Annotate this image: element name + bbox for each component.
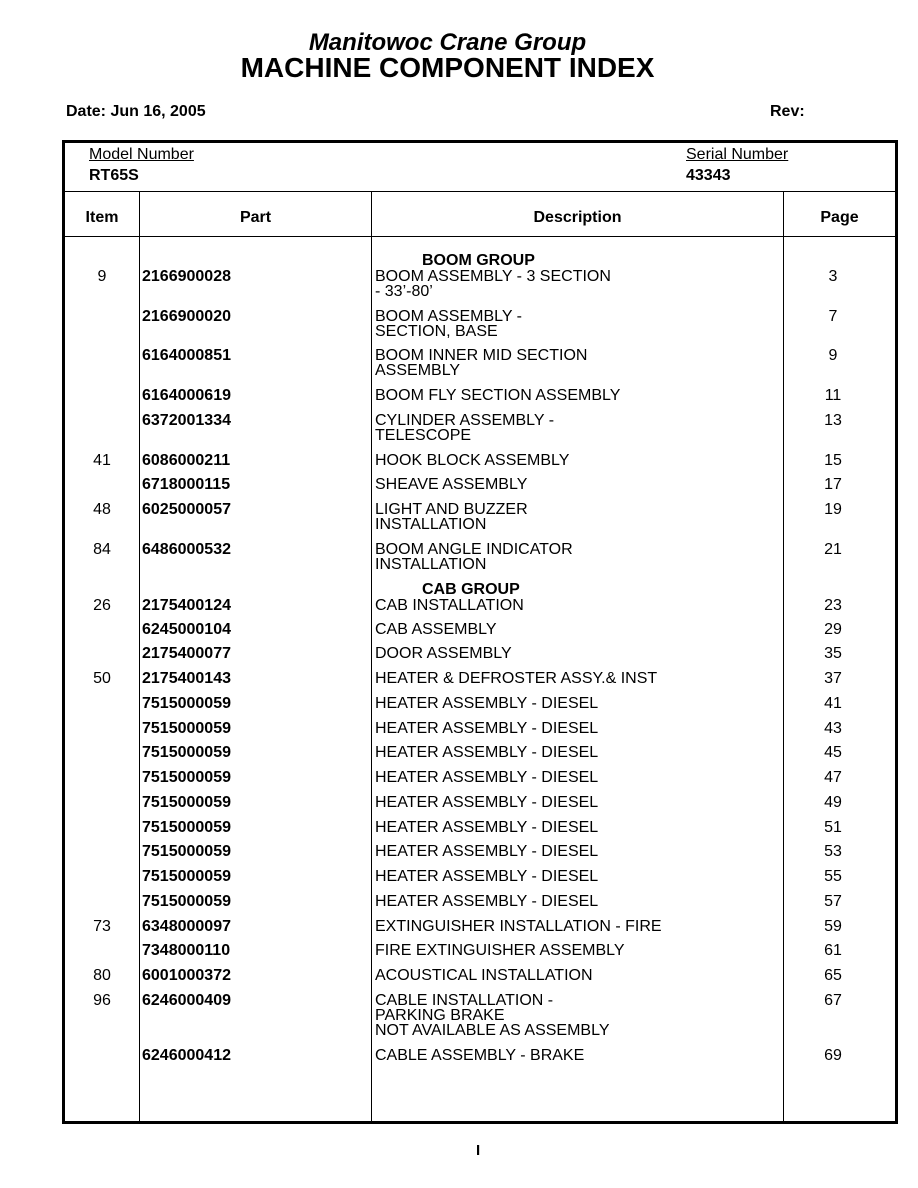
component-index-table: [62, 140, 898, 1124]
part-number: 7515000059: [142, 720, 231, 737]
page-reference: 47: [824, 769, 842, 786]
description-line: HEATER ASSEMBLY - DIESEL: [375, 819, 599, 836]
item-number: 50: [93, 670, 111, 687]
part-description: [375, 919, 775, 934]
description-line: HEATER ASSEMBLY - DIESEL: [375, 868, 599, 885]
part-description: [375, 894, 775, 909]
description-line: INSTALLATION: [375, 556, 487, 573]
page-reference: 41: [824, 695, 842, 712]
page-reference: 11: [824, 387, 842, 404]
serial-number-label: Serial Number: [686, 146, 789, 163]
page-reference: 23: [824, 597, 842, 614]
page-reference: 65: [824, 967, 842, 984]
description-line: HEATER ASSEMBLY - DIESEL: [375, 893, 599, 910]
description-line: SHEAVE ASSEMBLY: [375, 476, 528, 493]
description-line: NOT AVAILABLE AS ASSEMBLY: [375, 1022, 610, 1039]
description-line: DOOR ASSEMBLY: [375, 645, 512, 662]
part-number: 6025000057: [142, 501, 231, 518]
page-reference: 49: [824, 794, 842, 811]
page-reference: 51: [824, 819, 842, 836]
description-line: CAB INSTALLATION: [375, 597, 524, 614]
description-line: PARKING BRAKE: [375, 1007, 505, 1024]
part-number: 2175400143: [142, 670, 231, 687]
group-heading: CAB GROUP: [422, 581, 520, 598]
part-description: [375, 968, 775, 983]
page-reference: 53: [824, 843, 842, 860]
part-number: 6164000619: [142, 387, 231, 404]
part-description: [375, 413, 775, 443]
part-description: [375, 745, 775, 760]
description-line: CYLINDER ASSEMBLY -: [375, 412, 555, 429]
part-number: 6348000097: [142, 918, 231, 935]
description-line: BOOM ASSEMBLY -: [375, 308, 523, 325]
description-line: HEATER ASSEMBLY - DIESEL: [375, 744, 599, 761]
page-reference: 37: [824, 670, 842, 687]
item-number: 80: [93, 967, 111, 984]
part-description: [375, 388, 775, 403]
page-reference: 9: [828, 347, 838, 364]
group-heading: BOOM GROUP: [422, 252, 535, 269]
company-name: Manitowoc Crane Group: [308, 29, 587, 56]
description-line: BOOM INNER MID SECTION: [375, 347, 588, 364]
page-reference: 67: [824, 992, 842, 1009]
part-number: 7515000059: [142, 744, 231, 761]
column-divider-part: [371, 191, 372, 1121]
column-header-divider: [65, 236, 895, 237]
model-number-label: Model Number: [89, 146, 194, 163]
page-reference: 13: [824, 412, 842, 429]
item-number: 84: [93, 541, 111, 558]
part-description: [375, 309, 775, 339]
part-description: [375, 671, 775, 686]
description-line: HEATER ASSEMBLY - DIESEL: [375, 794, 599, 811]
part-description: [375, 348, 775, 378]
description-line: HEATER ASSEMBLY - DIESEL: [375, 695, 599, 712]
item-number: 96: [93, 992, 111, 1009]
description-line: TELESCOPE: [375, 427, 472, 444]
part-number: 7515000059: [142, 794, 231, 811]
part-number: 7515000059: [142, 819, 231, 836]
serial-number-value: 43343: [686, 167, 731, 184]
column-header-description: Description: [533, 209, 622, 226]
part-description: [375, 1048, 775, 1063]
part-description: [375, 269, 775, 299]
description-line: CAB ASSEMBLY: [375, 621, 497, 638]
page-reference: 69: [824, 1047, 842, 1064]
page-reference: 7: [828, 308, 838, 325]
part-number: 6718000115: [142, 476, 231, 493]
item-number: 26: [93, 597, 111, 614]
item-number: 9: [97, 268, 107, 285]
part-description: [375, 993, 775, 1038]
part-number: 6246000412: [142, 1047, 231, 1064]
page-reference: 43: [824, 720, 842, 737]
part-description: [375, 542, 775, 572]
description-line: HOOK BLOCK ASSEMBLY: [375, 452, 570, 469]
page-reference: 21: [824, 541, 842, 558]
part-number: 6486000532: [142, 541, 231, 558]
part-number: 7515000059: [142, 769, 231, 786]
model-number-value: RT65S: [89, 167, 139, 184]
column-divider-item: [139, 191, 140, 1121]
page-reference: 55: [824, 868, 842, 885]
page-reference: 35: [824, 645, 842, 662]
part-description: [375, 943, 775, 958]
page-number: I: [476, 1142, 481, 1159]
part-number: 7515000059: [142, 893, 231, 910]
part-number: 6245000104: [142, 621, 231, 638]
document-date: Date: Jun 16, 2005: [66, 103, 206, 120]
part-number: 2175400124: [142, 597, 231, 614]
part-number: 6372001334: [142, 412, 231, 429]
part-number: 6086000211: [142, 452, 231, 469]
page-reference: 59: [824, 918, 842, 935]
part-number: 7515000059: [142, 695, 231, 712]
description-line: FIRE EXTINGUISHER ASSEMBLY: [375, 942, 625, 959]
part-number: 2166900028: [142, 268, 231, 285]
item-number: 41: [93, 452, 111, 469]
item-number: 48: [93, 501, 111, 518]
part-description: [375, 622, 775, 637]
description-line: CABLE INSTALLATION -: [375, 992, 554, 1009]
part-number: 7348000110: [142, 942, 231, 959]
column-header-item: Item: [85, 209, 119, 226]
header-divider: [65, 191, 895, 192]
page-reference: 17: [824, 476, 842, 493]
page-reference: 61: [824, 942, 842, 959]
page-reference: 15: [824, 452, 842, 469]
part-description: [375, 770, 775, 785]
part-number: 6164000851: [142, 347, 231, 364]
part-number: 6246000409: [142, 992, 231, 1009]
description-line: HEATER ASSEMBLY - DIESEL: [375, 769, 599, 786]
page-reference: 3: [828, 268, 838, 285]
part-description: [375, 477, 775, 492]
description-line: INSTALLATION: [375, 516, 487, 533]
page-reference: 29: [824, 621, 842, 638]
part-description: [375, 696, 775, 711]
column-header-part: Part: [239, 209, 272, 226]
part-number: 2175400077: [142, 645, 231, 662]
description-line: ACOUSTICAL INSTALLATION: [375, 967, 593, 984]
document-title: MACHINE COMPONENT INDEX: [240, 52, 655, 83]
part-number: 2166900020: [142, 308, 231, 325]
part-description: [375, 598, 775, 613]
part-description: [375, 453, 775, 468]
description-line: HEATER ASSEMBLY - DIESEL: [375, 720, 599, 737]
part-description: [375, 844, 775, 859]
part-description: [375, 820, 775, 835]
description-line: HEATER & DEFROSTER ASSY.& INST: [375, 670, 658, 687]
part-description: [375, 502, 775, 532]
description-line: - 33’-80’: [375, 283, 433, 300]
description-line: EXTINGUISHER INSTALLATION - FIRE: [375, 918, 662, 935]
page-reference: 45: [824, 744, 842, 761]
part-description: [375, 646, 775, 661]
column-header-page: Page: [820, 209, 859, 226]
item-number: 73: [93, 918, 111, 935]
part-description: [375, 795, 775, 810]
part-number: 7515000059: [142, 868, 231, 885]
description-line: BOOM FLY SECTION ASSEMBLY: [375, 387, 621, 404]
description-line: BOOM ANGLE INDICATOR: [375, 541, 573, 558]
description-line: CABLE ASSEMBLY - BRAKE: [375, 1047, 585, 1064]
description-line: HEATER ASSEMBLY - DIESEL: [375, 843, 599, 860]
description-line: ASSEMBLY: [375, 362, 461, 379]
document-revision: Rev:: [770, 103, 805, 120]
page-reference: 57: [824, 893, 842, 910]
part-description: [375, 869, 775, 884]
part-number: 7515000059: [142, 843, 231, 860]
page-reference: 19: [824, 501, 842, 518]
part-description: [375, 721, 775, 736]
description-line: LIGHT AND BUZZER: [375, 501, 528, 518]
part-number: 6001000372: [142, 967, 231, 984]
description-line: BOOM ASSEMBLY - 3 SECTION: [375, 268, 611, 285]
description-line: SECTION, BASE: [375, 323, 498, 340]
